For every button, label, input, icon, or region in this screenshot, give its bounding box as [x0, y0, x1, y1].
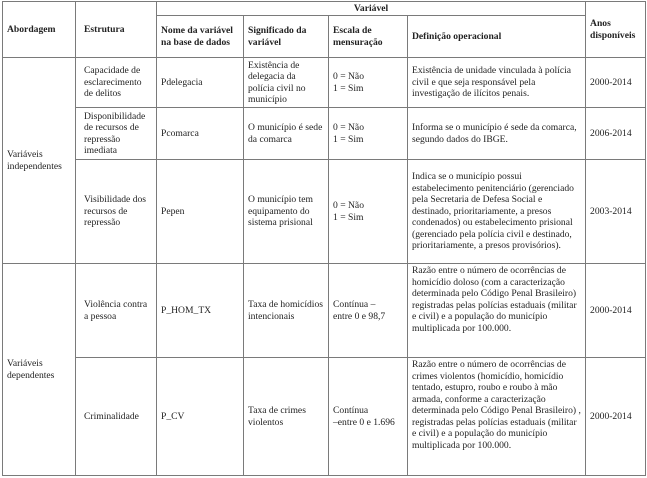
header-escala: Escala de mensuração	[329, 16, 408, 58]
anos-cell: 2000-2014	[586, 264, 646, 358]
anos-cell: 2006-2014	[586, 108, 646, 160]
significado-cell: O município é sede da comarca	[244, 108, 329, 160]
estrutura-cell: Violência contra a pessoa	[76, 264, 157, 358]
nome-cell: Pcomarca	[157, 108, 244, 160]
definicao-cell: Informa se o município é sede da comarca, segundo dados do IBGE.	[408, 108, 586, 160]
header-estrutura: Estrutura	[76, 2, 157, 58]
nome-cell: Pdelegacia	[157, 58, 244, 108]
table-row	[3, 58, 646, 108]
estrutura-cell: Visibilidade dos recursos de repressão	[76, 160, 157, 264]
anos-cell: 2000-2014	[586, 58, 646, 108]
definicao-cell: Existência de unidade vinculada à polícia civil e que seja responsável pela investigação de ilícitos penais.	[408, 58, 586, 108]
escala-line: 1 = Sim	[333, 82, 364, 94]
escala-line: –entre 0 e 1.696	[333, 416, 395, 428]
escala-line: 1 = Sim	[333, 133, 364, 145]
escala-line: Contínua	[333, 405, 369, 416]
abordagem-cell: Variáveis independentes	[3, 58, 76, 264]
anos-cell: 2000-2014	[586, 358, 646, 476]
table-row	[3, 108, 646, 160]
definicao-cell: Razão entre o número de ocorrências de homicídio doloso (com a caracterização determinada pelo Código Penal Brasileiro) registradas pelas polícias estaduais (militar e civil) e a população do município multiplicada por 100.000.	[408, 264, 586, 358]
nome-cell: P_CV	[157, 358, 244, 476]
abordagem-cell: Variáveis dependentes	[3, 264, 76, 476]
nome-cell: P_HOM_TX	[157, 264, 244, 358]
table-row	[3, 358, 646, 476]
estrutura-cell: Criminalidade	[76, 358, 157, 476]
header-definicao: Definição operacional	[408, 16, 586, 58]
escala-line: Contínua –	[333, 299, 376, 310]
escala-cell	[329, 58, 408, 108]
table-row	[3, 264, 646, 358]
variables-table	[2, 1, 646, 476]
header-variavel-group: Variável	[157, 2, 586, 16]
escala-line: 1 = Sim	[333, 211, 364, 223]
significado-cell: Taxa de homicídios intencionais	[244, 264, 329, 358]
header-abordagem: Abordagem	[3, 2, 76, 58]
estrutura-cell: Disponibilidade de recursos de repressão imediata	[76, 108, 157, 160]
escala-cell	[329, 358, 408, 476]
escala-line: entre 0 e 98,7	[333, 310, 386, 322]
escala-cell	[329, 108, 408, 160]
nome-cell: Pepen	[157, 160, 244, 264]
table-row	[3, 160, 646, 264]
escala-line: 0 = Não	[333, 122, 364, 133]
definicao-cell: Indica se o município possui estabelecimento penitenciário (gerenciado pela Secretaria de Defesa Social e destinado, prioritariamente, a presos condenados) ou estabelecimento prisional (gerenciado pela polícia civil e destinado, prioritariamente, a presos provisórios).	[408, 160, 586, 264]
escala-line: 0 = Não	[333, 200, 364, 211]
estrutura-cell: Capacidade de esclarecimento de delitos	[76, 58, 157, 108]
significado-cell: O município tem equipamento do sistema prisional	[244, 160, 329, 264]
escala-line: 0 = Não	[333, 71, 364, 82]
escala-cell	[329, 264, 408, 358]
significado-cell: Existência de delegacia da polícia civil no município	[244, 58, 329, 108]
escala-cell	[329, 160, 408, 264]
significado-cell: Taxa de crimes violentos	[244, 358, 329, 476]
header-nome: Nome da variável na base de dados	[157, 16, 244, 58]
definicao-cell: Razão entre o número de ocorrências de crimes violentos (homicídio, homicídio tentado, estupro, roubo e roubo à mão armada, conforme a caracterização determinada pelo Código Penal Brasileiro) , registradas pelas polícias estaduais (militar e civil) e a população do município multiplicada por 100.000.	[408, 358, 586, 476]
anos-cell: 2003-2014	[586, 160, 646, 264]
header-anos: Anos disponíveis	[586, 2, 646, 58]
header-significado: Significado da variável	[244, 16, 329, 58]
